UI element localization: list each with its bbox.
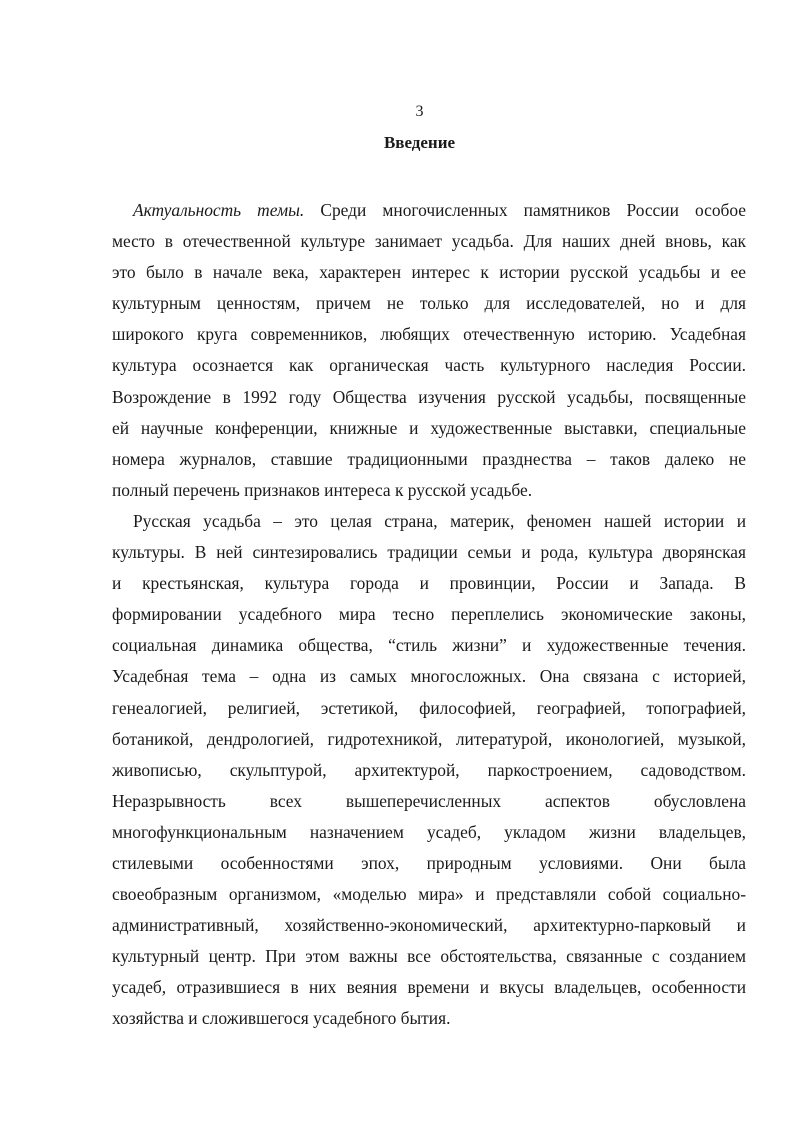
- text-line: [112, 196, 746, 227]
- text-span: Среди многочисленных памятников России особое: [304, 200, 746, 220]
- text-line: культуры. В ней синтезировались традиции семьи и рода, культура дворянская: [112, 542, 746, 563]
- text-line: культурный центр. При этом важны все обстоятельства, связанные с созданием: [112, 946, 746, 967]
- text-line: усадеб, отразившиеся в них веяния времени и вкусы владельцев, особенности: [112, 977, 746, 998]
- text-line: номера журналов, ставшие традиционными празднества – таков далеко не: [112, 448, 746, 469]
- text-line: стилевыми особенностями эпох, природным условиями. Они была: [112, 852, 746, 873]
- text-line: и крестьянская, культура города и провинции, России и Запада. В: [112, 573, 746, 594]
- text-line: место в отечественной культуре занимает усадьба. Для наших дней вновь, как: [112, 231, 746, 252]
- text-line: ей научные конференции, книжные и художественные выставки, специальные: [112, 417, 746, 438]
- topic-relevance-label: Актуальность темы.: [133, 200, 305, 220]
- text-line: Усадебная тема – одна из самых многосложных. Она связана с историей,: [112, 666, 746, 687]
- text-line: живописью, скульптурой, архитектурой, паркостроением, садоводством.: [112, 759, 746, 780]
- text-line: Возрождение в 1992 году Общества изучения русской усадьбы, посвященные: [112, 386, 746, 407]
- text-line: культура осознается как органическая часть культурного наследия России.: [112, 355, 746, 376]
- text-line: Неразрывность всех вышеперечисленных аспектов обусловлена: [112, 790, 746, 811]
- text-line: формировании усадебного мира тесно переплелись экономические законы,: [112, 604, 746, 625]
- text-line: хозяйства и сложившегося усадебного бытия.: [112, 1008, 451, 1029]
- text-line: Русская усадьба – это целая страна, материк, феномен нашей истории и: [133, 510, 746, 531]
- text-line: социальная динамика общества, “стиль жизни” и художественные течения.: [112, 635, 746, 656]
- text-line: многофункциональным назначением усадеб, укладом жизни владельцев,: [112, 821, 746, 842]
- text-line: административный, хозяйственно-экономический, архитектурно-парковый и: [112, 915, 746, 936]
- page-heading: Введение: [383, 133, 456, 152]
- text-line: своеобразным организмом, «моделью мира» и представляли собой социально-: [112, 884, 746, 905]
- page-number: 3: [415, 103, 424, 120]
- text-line: культурным ценностям, причем не только для исследователей, но и для: [112, 293, 746, 314]
- text-line: широкого круга современников, любящих отечественную историю. Усадебная: [112, 324, 746, 345]
- text-line: полный перечень признаков интереса к русской усадьбе.: [112, 479, 533, 500]
- text-line: ботаникой, дендрологией, гидротехникой, литературой, иконологией, музыкой,: [112, 728, 746, 749]
- text-line: это было в начале века, характерен интерес к истории русской усадьбы и ее: [112, 262, 746, 283]
- text-line: генеалогией, религией, эстетикой, философией, географией, топографией,: [112, 697, 746, 718]
- document-body: [112, 196, 746, 1036]
